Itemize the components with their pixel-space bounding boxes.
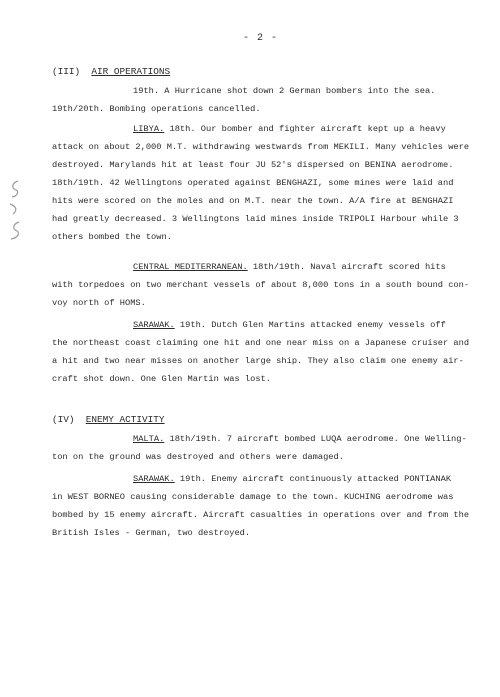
location-lead: SARAWAK.: [133, 320, 175, 330]
location-lead: CENTRAL MEDITERRANEAN.: [133, 262, 248, 272]
text-line: British Isles - German, two destroyed.: [52, 528, 251, 538]
section-number: (IV): [52, 414, 75, 425]
text-line: a hit and two near misses on another large ship. They also claim one enemy air-: [52, 356, 464, 366]
text-line: had greatly decreased. 3 Wellingtons laid mines inside TRIPOLI Harbour while 3: [52, 214, 459, 224]
text-line: others bombed the town.: [52, 232, 172, 242]
text-line: with torpedoes on two merchant vessels of about 8,000 tons in a south bound con-: [52, 280, 470, 290]
text-line: in WEST BORNEO causing considerable damage to the town. KUCHING aerodrome was: [52, 492, 454, 502]
text-line: 19th/20th. Bombing operations cancelled.: [52, 104, 261, 114]
text-line: voy north of HOMS.: [52, 298, 146, 308]
section-heading-enemy-activity: [52, 414, 165, 425]
text-line: SARAWAK. 19th. Dutch Glen Martins attacked enemy vessels off: [133, 320, 446, 330]
text-line: MALTA. 18th/19th. 7 aircraft bombed LUQA aerodrome. One Welling-: [133, 434, 467, 444]
text-line: bombed by 15 enemy aircraft. Aircraft casualties in operations over and from the: [52, 510, 470, 520]
text-line: ton on the ground was destroyed and others were damaged.: [52, 452, 344, 462]
section-number: (III): [52, 66, 81, 77]
text-line: SARAWAK. 19th. Enemy aircraft continuously attacked PONTIANAK: [133, 474, 452, 484]
page-number: - 2 -: [243, 33, 279, 44]
text-line: destroyed. Marylands hit at least four JU 52's dispersed on BENINA aerodrome.: [52, 160, 454, 170]
text-line: hits were scored on the moles and on M.T. near the town. A/A fire at BENGHAZI: [52, 196, 454, 206]
text-line: the northeast coast claiming one hit and one near miss on a Japanese cruiser and: [52, 338, 470, 348]
text-line: LIBYA. 18th. Our bomber and fighter aircraft kept up a heavy: [133, 124, 446, 134]
location-lead: SARAWAK.: [133, 474, 175, 484]
location-lead: MALTA.: [133, 434, 165, 444]
text-line: CENTRAL MEDITERRANEAN. 18th/19th. Naval aircraft scored hits: [133, 262, 446, 272]
handwritten-margin-mark: [6, 178, 24, 242]
section-title: ENEMY ACTIVITY: [85, 414, 165, 425]
section-heading-air-operations: [52, 66, 170, 77]
section-title: AIR OPERATIONS: [91, 66, 171, 77]
text-line: 19th. A Hurricane shot down 2 German bombers into the sea.: [133, 86, 436, 96]
location-lead: LIBYA.: [133, 124, 165, 134]
text-line: craft shot down. One Glen Martin was lost.: [52, 374, 271, 384]
text-line: 18th/19th. 42 Wellingtons operated against BENGHAZI, some mines were laid and: [52, 178, 454, 188]
text-line: attack on about 2,000 M.T. withdrawing westwards from MEKILI. Many vehicles were: [52, 142, 470, 152]
